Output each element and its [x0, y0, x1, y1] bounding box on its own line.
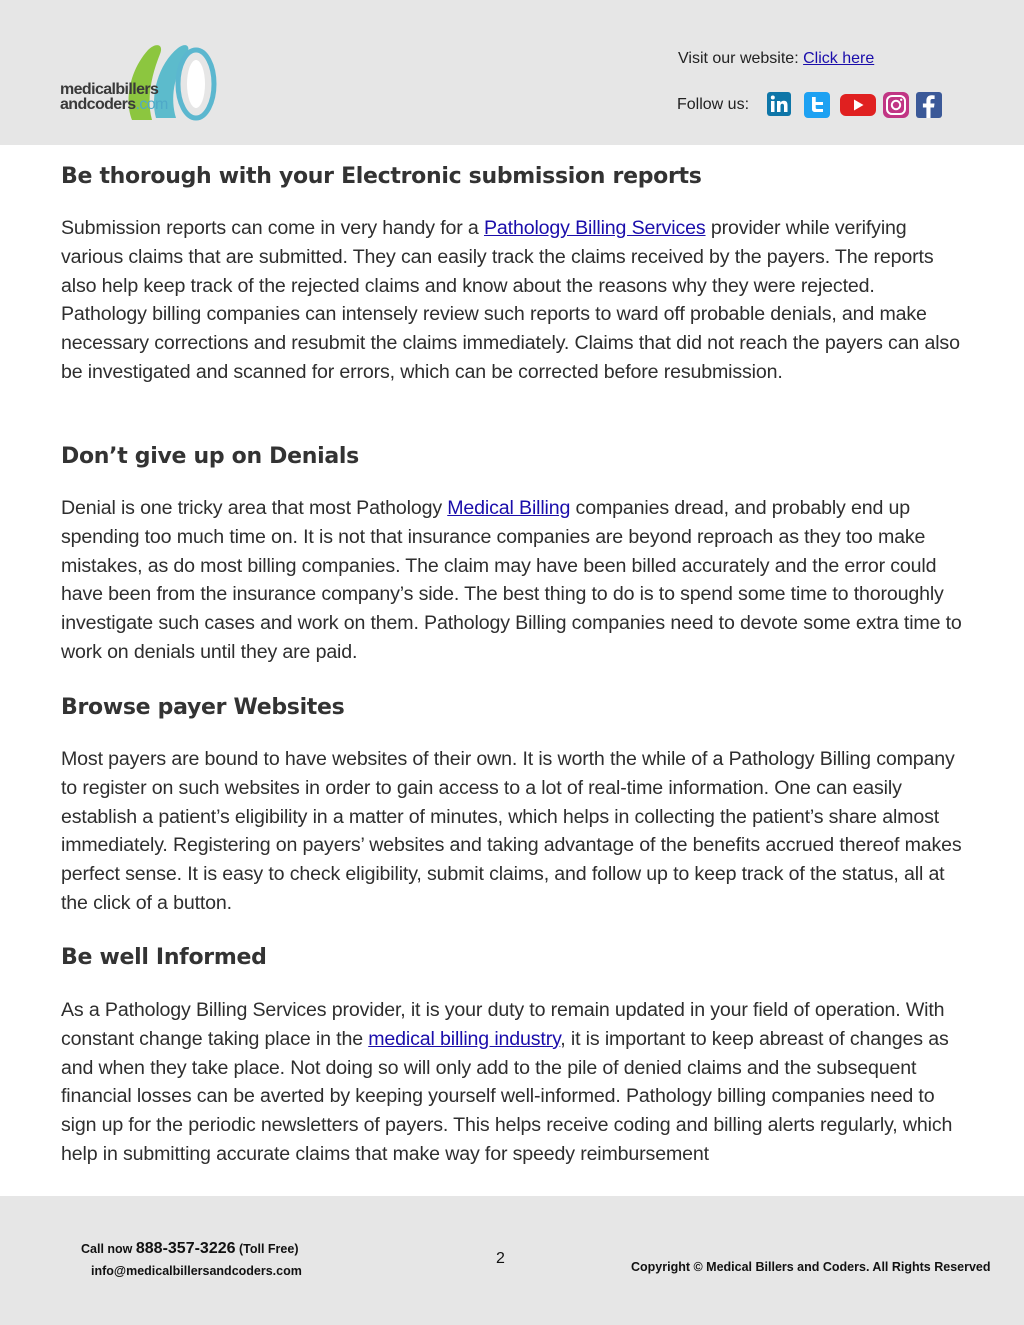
- facebook-icon[interactable]: [916, 92, 942, 118]
- instagram-icon[interactable]: [882, 92, 910, 118]
- copyright-text: Copyright © Medical Billers and Coders. All Rights Reserved: [631, 1260, 991, 1274]
- twitter-icon[interactable]: [804, 92, 830, 118]
- phone-number[interactable]: 888-357-3226: [135, 1240, 236, 1257]
- page-header: [0, 0, 1024, 145]
- section-paragraph: Denial is one tricky area that most Pathology Medical Billing companies dread, and probably end up spending too much time on. It is not that insurance companies are beyond reproach as they too make mistakes, as do most billing companies. The claim may have been billed accurately and the error could have been from the insurance company’s side. The best thing to do is to spend some time to thoroughly investigate such cases and work on them. Pathology Billing companies need to devote some extra time to work on denials until they are paid.: [61, 497, 962, 663]
- section-paragraph: Most payers are bound to have websites of their own. It is worth the while of a Pathology Billing company to register on such websites in order to gain access to a lot of real-time information. One can easily establish a patient’s eligibility in a matter of minutes, which helps in collecting the patient’s share almost immediately. Registering on payers’ websites and taking advantage of the benefits accrued thereof makes perfect sense. It is easy to check eligibility, submit claims, and follow up to keep track of the status, all at the click of a button.: [61, 748, 962, 914]
- section-heading: Browse payer Websites: [61, 695, 345, 720]
- youtube-icon[interactable]: [840, 92, 876, 118]
- call-now-text: Call now 888-357-3226 (Toll Free): [81, 1240, 299, 1257]
- page-number: 2: [496, 1250, 505, 1267]
- section-heading: Be well Informed: [61, 945, 267, 970]
- linkedin-icon[interactable]: [767, 92, 791, 118]
- medical-billing-link[interactable]: Medical Billing: [447, 497, 571, 519]
- section-paragraph: Submission reports can come in very handy for a Pathology Billing Services provider while verifying various claims that are submitted. They can easily track the claims received by the payers. The reports also help keep track of the rejected claims and know about the reasons why they were rejected. Pathology billing companies can intensely review such reports to ward off probable denials, and make necessary corrections and resubmit the claims immediately. Claims that did not reach the payers can also be investigated and scanned for errors, which can be corrected before resubmission.: [61, 217, 960, 383]
- visit-website-text: Visit our website: Click here: [678, 50, 875, 67]
- page-footer: [0, 1196, 1024, 1325]
- logo-text: medicalbillers andcoders.com: [60, 81, 168, 113]
- company-logo[interactable]: [60, 40, 220, 125]
- section-heading: Be thorough with your Electronic submission reports: [61, 164, 702, 189]
- contact-email[interactable]: info@medicalbillersandcoders.com: [91, 1264, 302, 1278]
- section-paragraph: As a Pathology Billing Services provider, it is your duty to remain updated in your field of operation. With constant change taking place in the medical billing industry, it is important to keep abreast of changes as and when they take place. Not doing so will only add to the pile of denied claims and the subsequent financial losses can be averted by keeping yourself well-informed. Pathology billing companies need to sign up for the periodic newsletters of payers. This helps receive coding and billing alerts regularly, which help in submitting accurate claims that make way for speedy reimbursement: [61, 999, 953, 1165]
- section-heading: Don’t give up on Denials: [61, 444, 359, 469]
- website-link[interactable]: Click here: [803, 50, 875, 67]
- pathology-billing-services-link[interactable]: Pathology Billing Services: [483, 217, 706, 239]
- medical-billing-industry-link[interactable]: medical billing industry: [368, 1027, 561, 1050]
- follow-us-label: Follow us:: [677, 96, 750, 113]
